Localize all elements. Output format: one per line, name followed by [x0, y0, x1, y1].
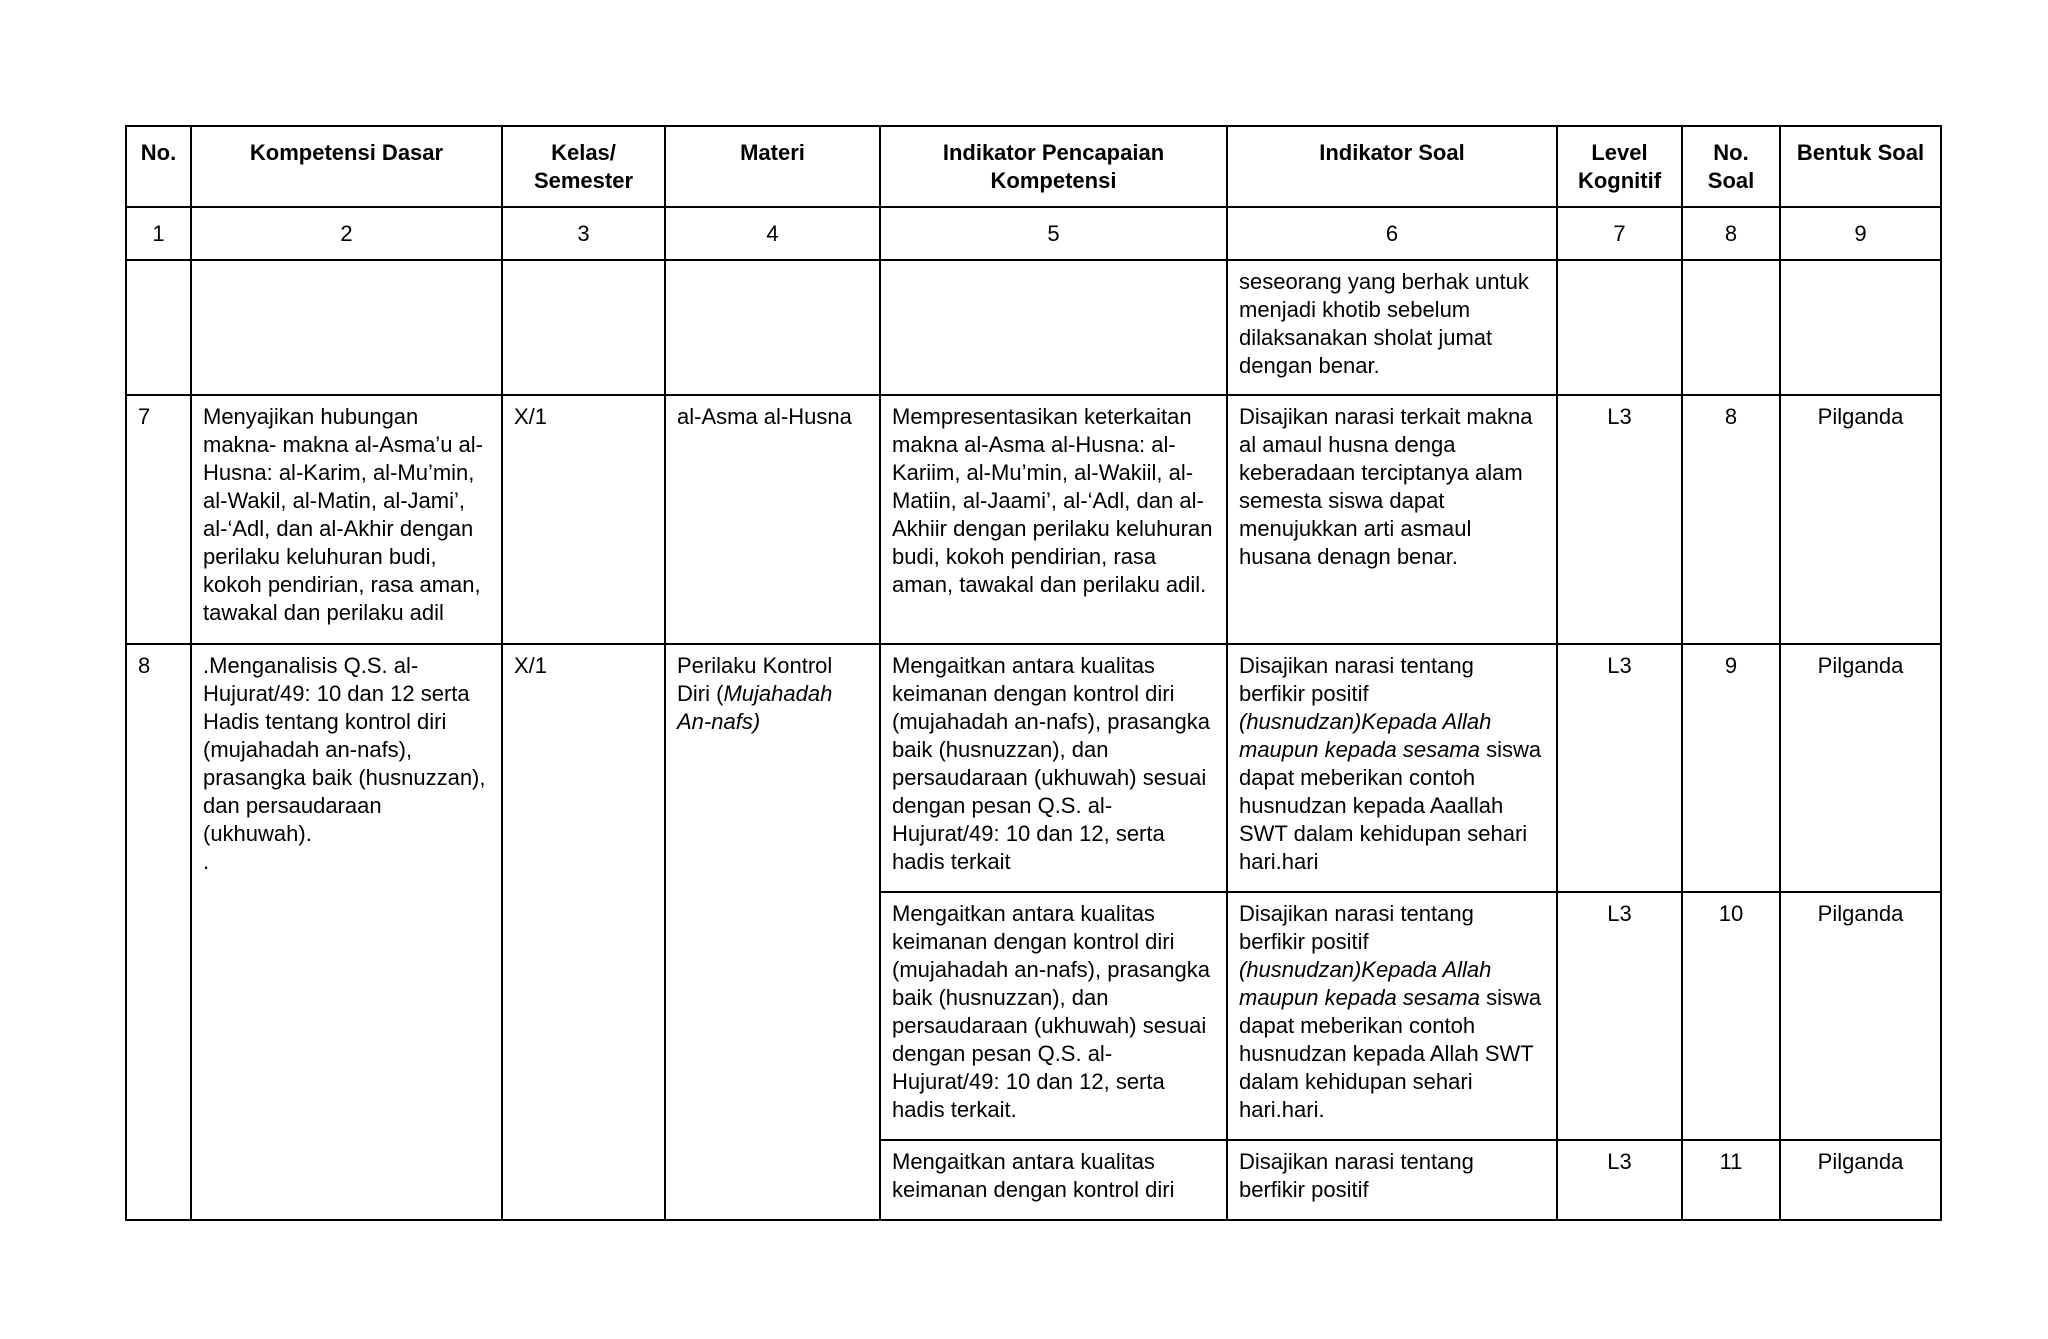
header-indikator-soal: Indikator Soal: [1227, 126, 1557, 207]
header-materi: Materi: [665, 126, 880, 207]
kelas-cell: X/1: [502, 644, 665, 1220]
kompetensi-dasar-cell: .Menganalisis Q.S. al-Hujurat/49: 10 dan 12 serta Hadis tentang kontrol diri (mujahadah an-nafs), prasangka baik (husnuzzan), dan persaudaraan (ukhuwah). .: [191, 644, 502, 1220]
indikator-soal-cell: Disajikan narasi terkait makna al amaul husna denga keberadaan terciptanya alam semesta siswa dapat menujukkan arti asmaul husana denagn benar.: [1227, 395, 1557, 644]
kompetensi-dasar-cell: Menyajikan hubungan makna- makna al-Asma’u al-Husna: al-Karim, al-Mu’min, al-Wakil, al-Matin, al-Jami’, al-‘Adl, dan al-Akhir dengan perilaku keluhuran budi, kokoh pendirian, rasa aman, tawakal dan perilaku adil: [191, 395, 502, 644]
column-number: 6: [1227, 207, 1557, 260]
bentuk-soal-cell: Pilganda: [1780, 1140, 1941, 1220]
indikator-pencapaian-cell: Mempresentasikan keterkaitan makna al-Asma al-Husna: al-Kariim, al-Mu’min, al-Wakiil, al-Matiin, al-Jaami’, al-‘Adl, dan al-Akhiir dengan perilaku keluhuran budi, kokoh pendirian, rasa aman, tawakal dan perilaku adil.: [880, 395, 1227, 644]
column-number: 7: [1557, 207, 1682, 260]
kisi-kisi-table: [125, 125, 1942, 1221]
indikator-pencapaian-cell: Mengaitkan antara kualitas keimanan dengan kontrol diri (mujahadah an-nafs), prasangka baik (husnuzzan), dan persaudaraan (ukhuwah) sesuai dengan pesan Q.S. al-Hujurat/49: 10 dan 12, serta hadis terkait.: [880, 892, 1227, 1140]
indikator-pencapaian-cell: Mengaitkan antara kualitas keimanan dengan kontrol diri (mujahadah an-nafs), prasangka baik (husnuzzan), dan persaudaraan (ukhuwah) sesuai dengan pesan Q.S. al-Hujurat/49: 10 dan 12, serta hadis terkait: [880, 644, 1227, 892]
continuation-row: [126, 260, 1941, 395]
bentuk-soal-cell: Pilganda: [1780, 892, 1941, 1140]
no-cell: 8: [126, 644, 191, 1220]
indikator-soal-cell: [1227, 892, 1557, 1140]
column-number: 2: [191, 207, 502, 260]
column-number: 1: [126, 207, 191, 260]
level-kognitif-cell: L3: [1557, 1140, 1682, 1220]
indikator-soal-text: siswa dapat meberikan contoh husnudzan kepada Aaallah SWT dalam kehidupan sehari hari.hari: [1239, 737, 1542, 874]
empty-cell: [126, 260, 191, 395]
materi-cell: [665, 644, 880, 1220]
header-indikator-pencapaian: Indikator Pencapaian Kompetensi: [880, 126, 1227, 207]
empty-cell: [1557, 260, 1682, 395]
no-soal-cell: 11: [1682, 1140, 1780, 1220]
column-number: 5: [880, 207, 1227, 260]
header-level-kognitif: Level Kognitif: [1557, 126, 1682, 207]
column-number-row: [126, 207, 1941, 260]
kelas-cell: X/1: [502, 395, 665, 644]
header-kompetensi-dasar: Kompetensi Dasar: [191, 126, 502, 207]
empty-cell: [1780, 260, 1941, 395]
indikator-soal-text: siswa dapat meberikan contoh husnudzan kepada Allah SWT dalam kehidupan sehari hari.hari.: [1239, 985, 1542, 1122]
column-number: 9: [1780, 207, 1941, 260]
no-cell: 7: [126, 395, 191, 644]
indikator-soal-cell: seseorang yang berhak untuk menjadi khotib sebelum dilaksanakan sholat jumat dengan benar.: [1227, 260, 1557, 395]
empty-cell: [502, 260, 665, 395]
indikator-soal-cell: Disajikan narasi tentang berfikir positif: [1227, 1140, 1557, 1220]
empty-cell: [880, 260, 1227, 395]
materi-italic-text: Mujahadah An-nafs): [677, 681, 833, 734]
empty-cell: [1682, 260, 1780, 395]
indikator-soal-text: Disajikan narasi tentang berfikir positif: [1239, 901, 1474, 954]
bentuk-soal-cell: Pilganda: [1780, 644, 1941, 892]
header-row: [126, 126, 1941, 207]
header-no-soal: No. Soal: [1682, 126, 1780, 207]
bentuk-soal-cell: Pilganda: [1780, 395, 1941, 644]
indikator-pencapaian-cell: Mengaitkan antara kualitas keimanan dengan kontrol diri: [880, 1140, 1227, 1220]
materi-text: Perilaku Kontrol Diri (: [677, 653, 833, 706]
indikator-soal-italic-text: (husnudzan)Kepada Allah maupun kepada sesama: [1239, 957, 1492, 1010]
no-soal-cell: 9: [1682, 644, 1780, 892]
indikator-soal-italic-text: (husnudzan)Kepada Allah maupun kepada sesama: [1239, 709, 1492, 762]
header-kelas-semester: Kelas/ Semester: [502, 126, 665, 207]
empty-cell: [665, 260, 880, 395]
level-kognitif-cell: L3: [1557, 892, 1682, 1140]
header-no: No.: [126, 126, 191, 207]
table-row-7: [126, 395, 1941, 644]
no-soal-cell: 8: [1682, 395, 1780, 644]
level-kognitif-cell: L3: [1557, 395, 1682, 644]
empty-cell: [191, 260, 502, 395]
column-number: 4: [665, 207, 880, 260]
column-number: 3: [502, 207, 665, 260]
table-row-8: [126, 644, 1941, 892]
indikator-soal-cell: [1227, 644, 1557, 892]
column-number: 8: [1682, 207, 1780, 260]
header-bentuk-soal: Bentuk Soal: [1780, 126, 1941, 207]
no-soal-cell: 10: [1682, 892, 1780, 1140]
materi-cell: al-Asma al-Husna: [665, 395, 880, 644]
indikator-soal-text: Disajikan narasi tentang berfikir positif: [1239, 653, 1474, 706]
level-kognitif-cell: L3: [1557, 644, 1682, 892]
